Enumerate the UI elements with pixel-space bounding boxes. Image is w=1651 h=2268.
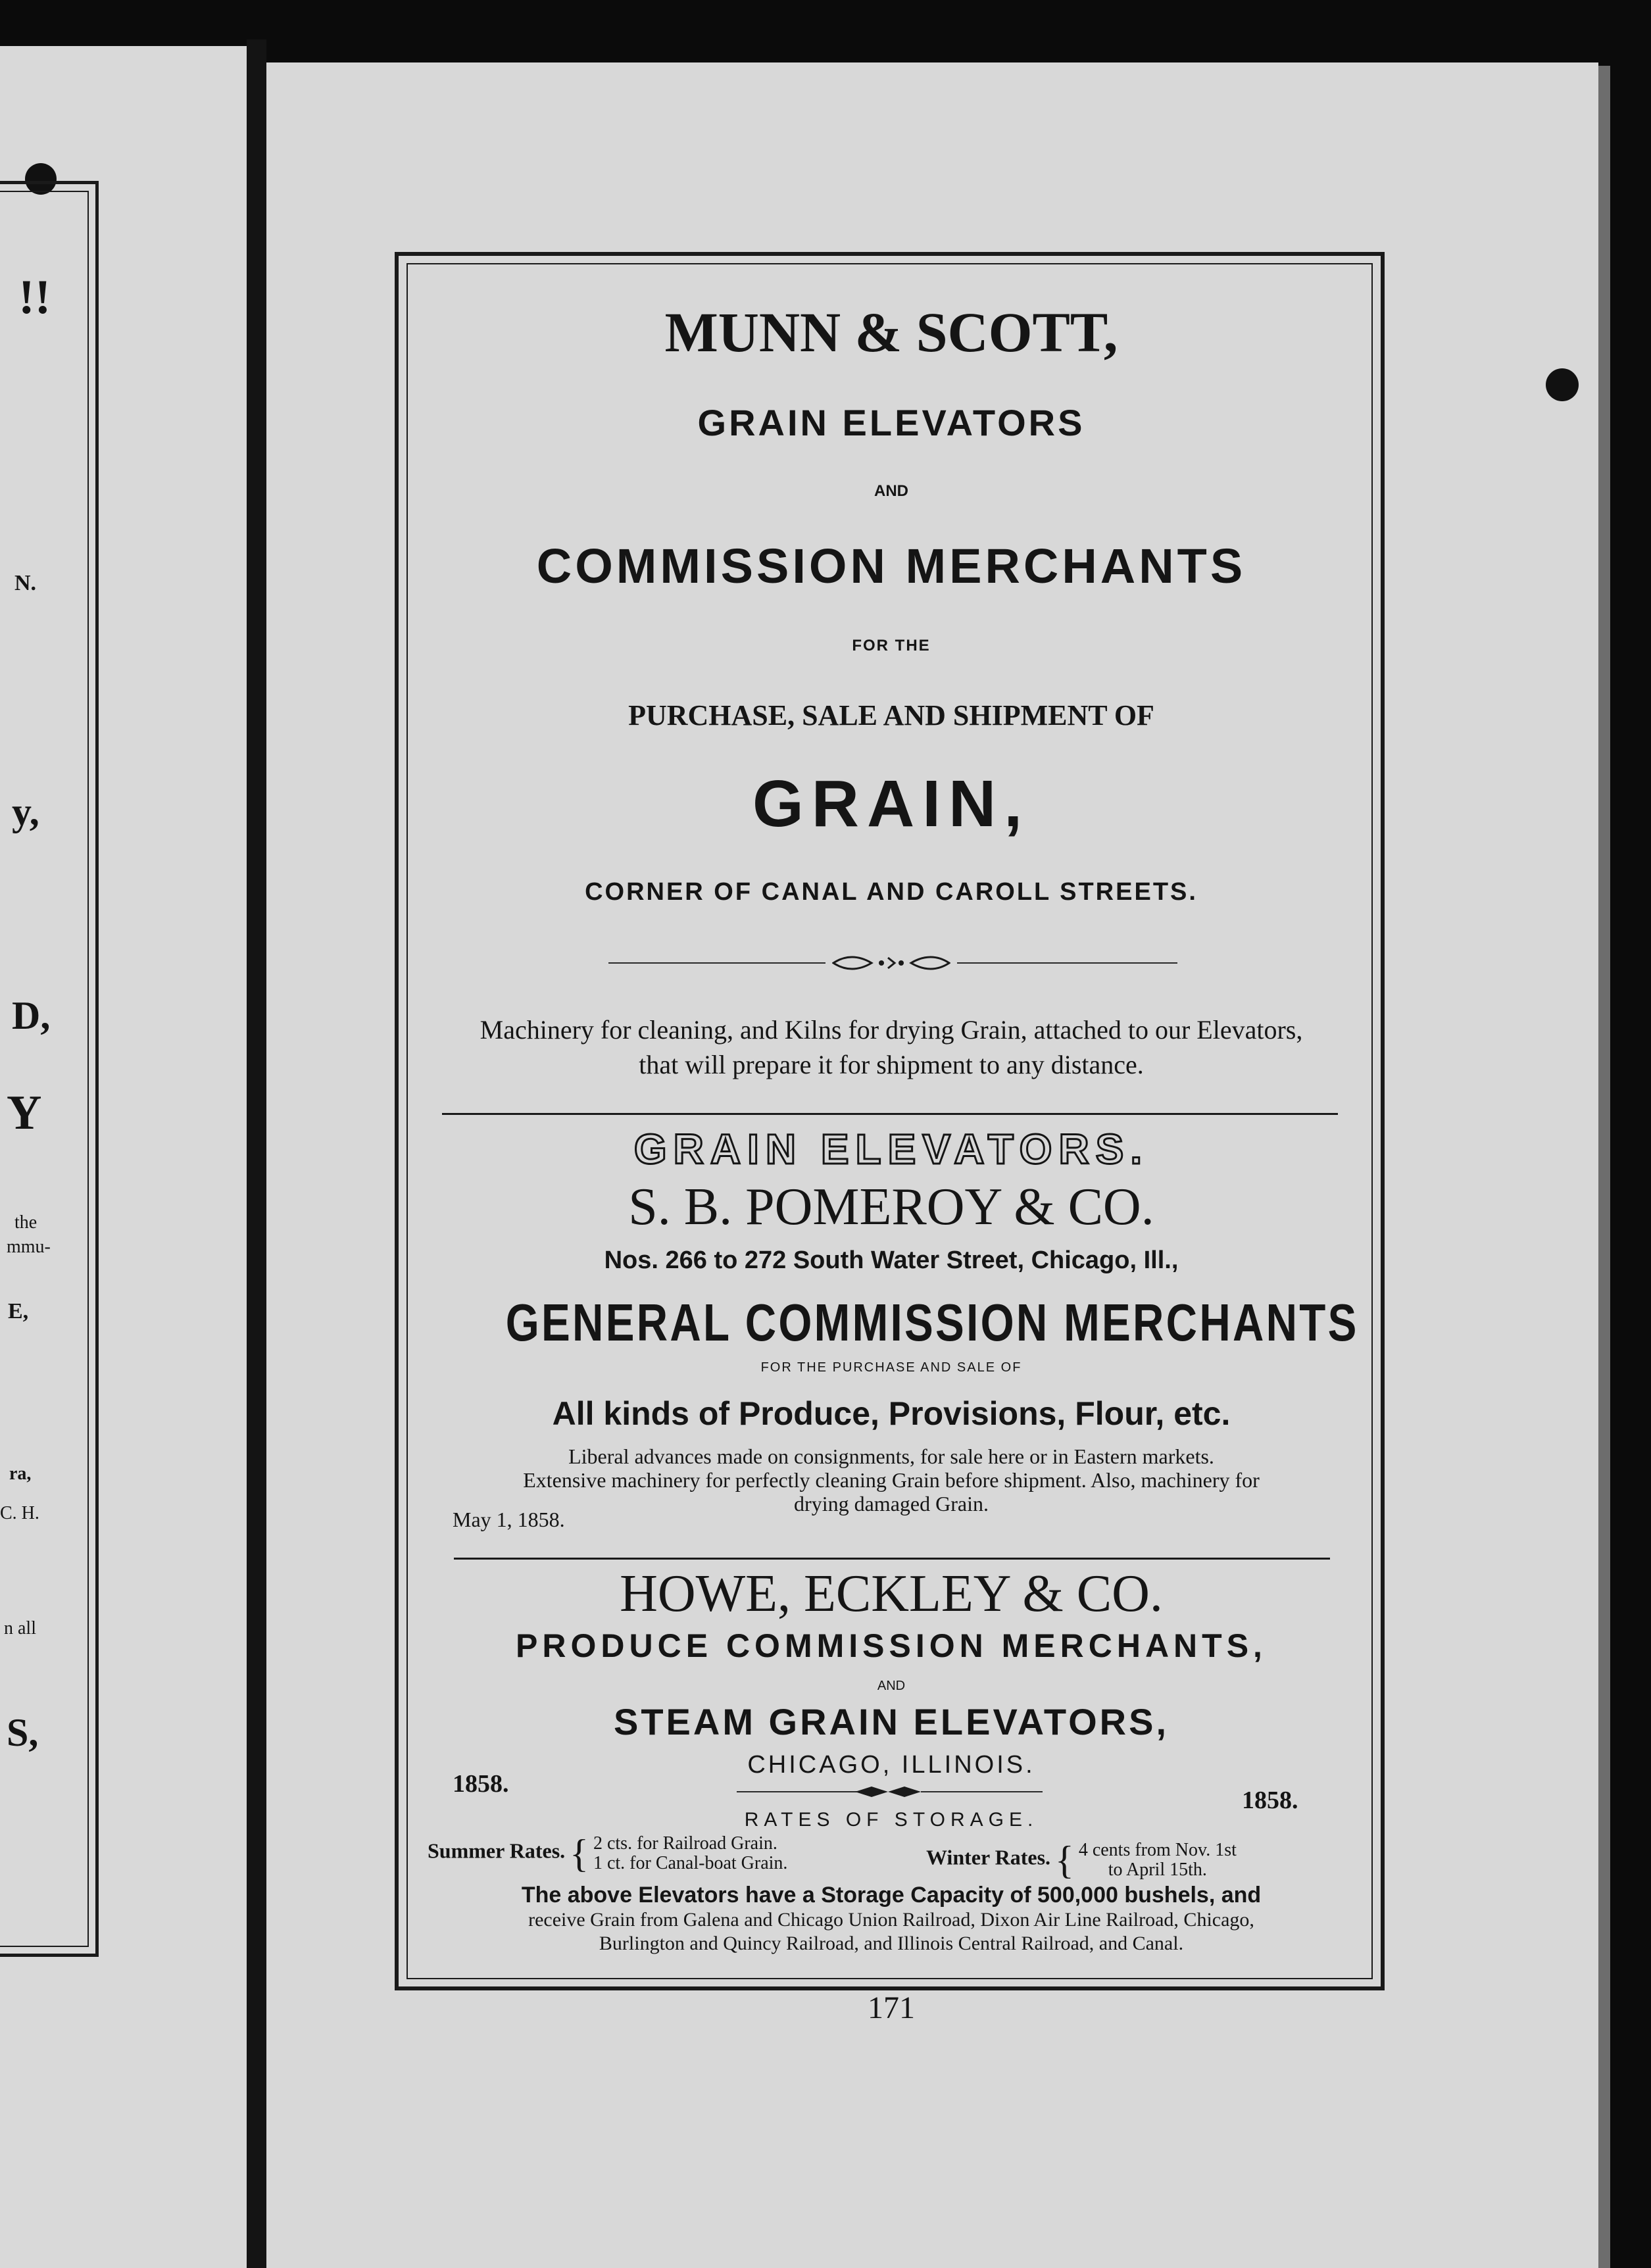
munn-scott-name: MUNN & SCOTT,: [664, 301, 1118, 364]
munn-scott-purpose: PURCHASE, SALE AND SHIPMENT OF: [628, 699, 1154, 731]
howe-city: CHICAGO, ILLINOIS.: [747, 1751, 1035, 1779]
summer-rates-label: Summer Rates.: [428, 1838, 566, 1863]
left-fragment: n all: [4, 1618, 36, 1639]
winter-rates: [926, 1840, 1237, 1880]
ornament-rule-left: [608, 962, 826, 964]
munn-scott-grain-elevators: GRAIN ELEVATORS: [697, 402, 1085, 443]
pomeroy-text-3: drying damaged Grain.: [794, 1492, 989, 1516]
munn-scott-address: CORNER OF CANAL AND CAROLL STREETS.: [585, 878, 1198, 906]
munn-scott-and: AND: [874, 482, 908, 500]
left-fragment: the: [14, 1212, 37, 1233]
howe-and: AND: [877, 1679, 906, 1693]
left-fragment: y,: [12, 790, 39, 833]
left-fragment: ra,: [9, 1464, 32, 1484]
howe-capacity-1: The above Elevators have a Storage Capacity of 500,000 bushels, and: [521, 1883, 1262, 1908]
page-edge: [1598, 66, 1610, 2268]
munn-scott-grain: GRAIN,: [752, 767, 1030, 841]
section-divider-2: [454, 1558, 1330, 1560]
ornament-flourish-icon: [832, 952, 950, 974]
book-gutter: [247, 39, 266, 2268]
summer-rate-1: 2 cts. for Railroad Grain.: [593, 1833, 777, 1854]
munn-scott-for-the: FOR THE: [852, 637, 931, 654]
howe-produce-merchants: PRODUCE COMMISSION MERCHANTS,: [516, 1627, 1267, 1664]
page-number: 171: [868, 1990, 915, 2025]
left-fragment: D,: [12, 994, 51, 1037]
left-fragment: E,: [8, 1299, 29, 1323]
winter-rate-1: 4 cents from Nov. 1st: [1078, 1840, 1237, 1860]
pomeroy-date: May 1, 1858.: [453, 1508, 565, 1531]
winter-rates-label: Winter Rates.: [926, 1845, 1051, 1869]
ornament-diamond-icon: [855, 1784, 921, 1800]
ornament-rule-small-right: [921, 1791, 1043, 1792]
left-fragment: mmu-: [7, 1237, 51, 1257]
pomeroy-for-line: FOR THE PURCHASE AND SALE OF: [760, 1360, 1022, 1375]
summer-rate-2: 1 ct. for Canal-boat Grain.: [593, 1853, 788, 1873]
howe-capacity-2: receive Grain from Galena and Chicago Union Railroad, Dixon Air Line Railroad, Chicago,: [528, 1909, 1254, 1931]
pomeroy-text-2: Extensive machinery for perfectly cleaning Grain before shipment. Also, machinery for: [523, 1468, 1260, 1492]
ornament-rule-right: [957, 962, 1177, 964]
left-page-frame: [0, 181, 99, 1957]
binding-hole-right: [1546, 368, 1579, 401]
ornament-rule-small-left: [737, 1791, 858, 1792]
left-fragment: C. H.: [0, 1503, 39, 1523]
munn-scott-note-1: Machinery for cleaning, and Kilns for drying Grain, attached to our Elevators,: [480, 1015, 1303, 1045]
howe-steam-grain-elevators: STEAM GRAIN ELEVATORS,: [613, 1701, 1170, 1742]
pomeroy-heading: GRAIN ELEVATORS.: [633, 1125, 1149, 1173]
munn-scott-note-2: that will prepare it for shipment to any distance.: [639, 1050, 1144, 1079]
howe-rates-heading: RATES OF STORAGE.: [744, 1809, 1039, 1831]
howe-year-right: 1858.: [1242, 1787, 1298, 1814]
left-fragment: Y: [7, 1086, 42, 1140]
pomeroy-address: Nos. 266 to 272 South Water Street, Chicago, Ill.,: [604, 1246, 1179, 1274]
pomeroy-business: GENERAL COMMISSION MERCHANTS: [505, 1293, 1359, 1352]
pomeroy-goods: All kinds of Produce, Provisions, Flour, etc.: [552, 1395, 1231, 1432]
pomeroy-text-1: Liberal advances made on consignments, for sale here or in Eastern markets.: [568, 1444, 1214, 1468]
winter-rate-2: to April 15th.: [1108, 1860, 1207, 1880]
summer-rates: [428, 1834, 787, 1873]
brace-icon: {: [570, 1832, 589, 1875]
left-fragment: !!: [18, 270, 51, 324]
left-fragment: N.: [14, 571, 37, 595]
munn-scott-commission-merchants: COMMISSION MERCHANTS: [536, 539, 1246, 593]
left-fragment: S,: [7, 1711, 39, 1754]
section-divider-1: [442, 1113, 1338, 1115]
pomeroy-name: S. B. POMEROY & CO.: [628, 1178, 1154, 1236]
howe-year-left: 1858.: [453, 1770, 509, 1798]
brace-icon: {: [1055, 1838, 1074, 1882]
howe-name: HOWE, ECKLEY & CO.: [620, 1565, 1163, 1623]
howe-capacity-3: Burlington and Quincy Railroad, and Illinois Central Railroad, and Canal.: [599, 1933, 1184, 1954]
